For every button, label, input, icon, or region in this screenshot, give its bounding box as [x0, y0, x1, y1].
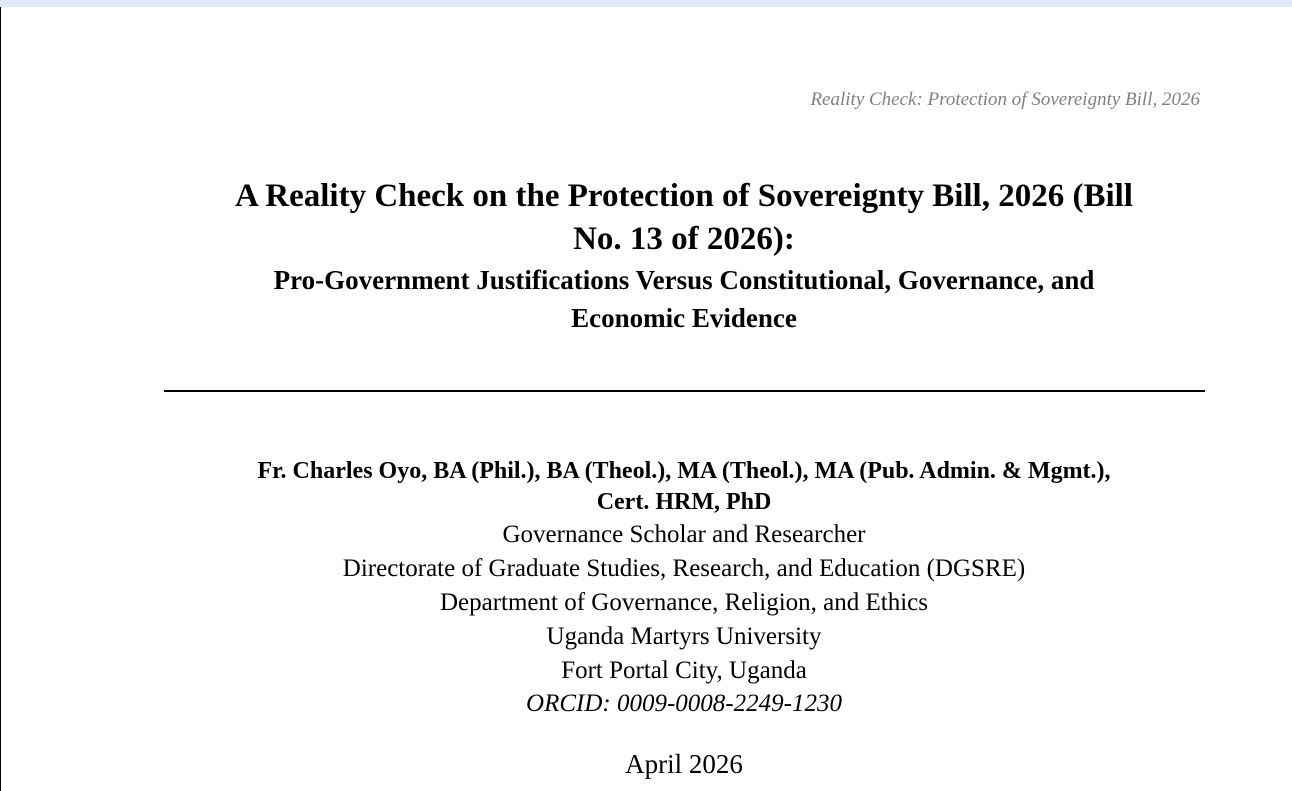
affiliation-line: Department of Governance, Religion, and Ethics — [439, 589, 929, 616]
affiliation-line: Directorate of Graduate Studies, Research, and Education (DGSRE) — [342, 555, 1026, 582]
author-name — [164, 456, 1204, 518]
document-page — [0, 7, 1292, 791]
orcid: ORCID: 0009-0008-2249-1230 — [526, 690, 842, 717]
title-line: No. 13 of 2026): — [573, 221, 795, 257]
document-subtitle — [164, 261, 1204, 337]
subtitle-line: Economic Evidence — [571, 303, 797, 333]
running-header: Reality Check: Protection of Sovereignty Bill, 2026 — [810, 89, 1200, 110]
author-line: Cert. HRM, PhD — [596, 489, 772, 515]
affiliation-line: Uganda Martyrs University — [546, 623, 822, 650]
author-line: Fr. Charles Oyo, BA (Phil.), BA (Theol.), MA (Theol.), MA (Pub. Admin. & Mgmt.), — [257, 458, 1111, 484]
viewer-top-strip — [0, 0, 1292, 7]
document-date: April 2026 — [625, 749, 743, 779]
author-block — [164, 456, 1204, 720]
document-title — [164, 175, 1204, 261]
horizontal-rule — [164, 390, 1205, 392]
title-line: A Reality Check on the Protection of Sovereignty Bill, 2026 (Bill — [235, 178, 1133, 214]
affiliation-line: Governance Scholar and Researcher — [502, 521, 866, 548]
subtitle-line: Pro-Government Justifications Versus Constitutional, Governance, and — [273, 265, 1095, 295]
affiliation-line: Fort Portal City, Uganda — [561, 657, 807, 684]
